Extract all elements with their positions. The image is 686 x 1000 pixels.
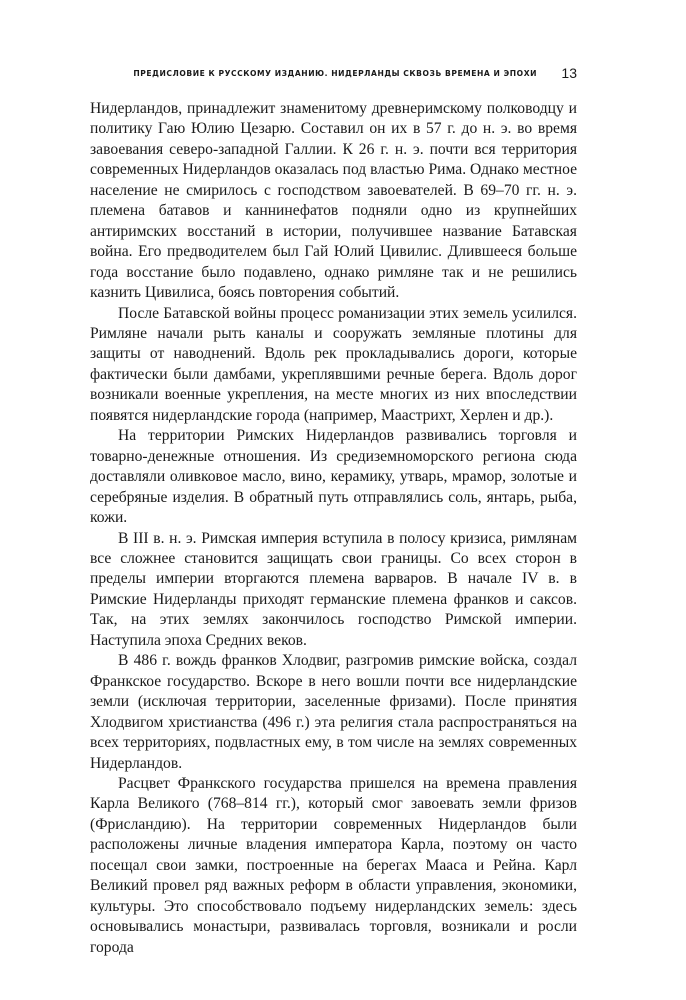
running-title: ПРЕДИСЛОВИЕ К РУССКОМУ ИЗДАНИЮ. НИДЕРЛАНДЫ СКВОЗЬ ВРЕМЕНА И ЭПОХИ bbox=[133, 69, 537, 78]
paragraph: В 486 г. вождь франков Хлодвиг, разгромив римские войска, создал Франкское государство. Вскоре в него вошли почти все нидерландские земли (исключая территории, заселенные фризами). После принятия Хлодвигом христианства (496 г.) эта религия стала распространяться на всех территориях, подвластных ему, в том числе на землях современных Нидерландов. bbox=[90, 652, 577, 772]
body-text bbox=[90, 99, 577, 958]
paragraph: В III в. н. э. Римская империя вступила в полосу кризиса, римлянам все сложнее становится защищать свои границы. Со всех сторон в пределы империи вторгаются племена варваров. В начале IV в. в Римские Нидерланды приходят германские племена франков и саксов. Так, на этих землях закончилось господство Римской империи. Наступила эпоха Средних веков. bbox=[90, 529, 577, 649]
page-number: 13 bbox=[561, 65, 577, 81]
running-head bbox=[90, 65, 577, 85]
paragraph: После Батавской войны процесс романизации этих земель усилился. Римляне начали рыть каналы и сооружать земляные плотины для защиты от наводнений. Вдоль рек прокладывались дороги, которые фактически были дамбами, укреплявшими речные берега. Вдоль дорог возникали военные укрепления, на месте многих из них впоследствии появятся нидерландские города (например, Маастрихт, Херлен и др.). bbox=[90, 304, 577, 424]
paragraph: Нидерландов, принадлежит знаменитому древнеримскому полководцу и политику Гаю Юлию Цезарю. Составил он их в 57 г. до н. э. во время завоевания северо-западной Галлии. К 26 г. н. э. почти вся территория современных Нидерландов оказалась под властью Рима. Однако местное население не смирилось с господством завоевателей. В 69–70 гг. н. э. племена батавов и каннинефатов подняли одно из крупнейших антиримских восстаний в истории, получившее название Батавская война. Его предводителем был Гай Юлий Цивилис. Длившееся больше года восстание было подавлено, однако римляне так и не решились казнить Цивилиса, боясь повторения событий. bbox=[90, 100, 577, 302]
paragraph: Расцвет Франкского государства пришелся на времена правления Карла Великого (768–814 гг.), который смог завоевать земли фризов (Фрисландию). На территории современных Нидерландов были расположены личные владения императора Карла, поэтому он часто посещал свои замки, построенные на берегах Мааса и Рейна. Карл Великий провел ряд важных реформ в области управления, экономики, культуры. Это способствовало подъему нидерландских земель: здесь основывались монастыри, развивалась торговля, возникали и росли города bbox=[90, 774, 577, 956]
paragraph: На территории Римских Нидерландов развивались торговля и товарно-денежные отношения. Из средиземноморского региона сюда доставляли оливковое масло, вино, керамику, утварь, мрамор, золотые и серебряные изделия. В обратный путь отправлялись соль, янтарь, рыба, кожи. bbox=[90, 427, 577, 527]
